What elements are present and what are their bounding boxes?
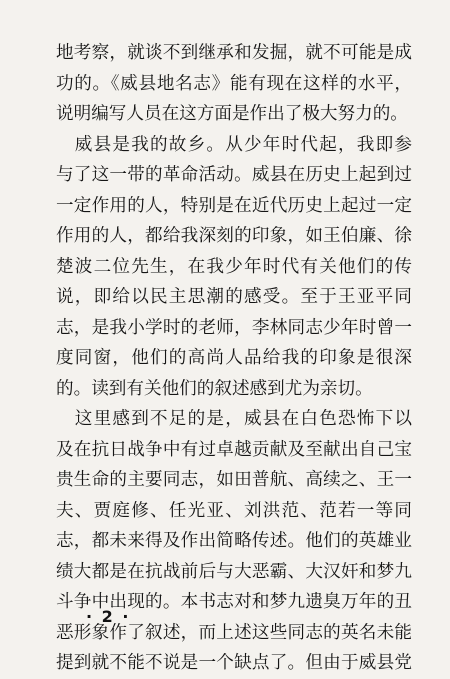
text-line: 与了这一带的革命活动。威县在历史上起到过 <box>56 165 412 185</box>
text-line: 志，是我小学时的老师，李林同志少年时曾一 <box>56 317 412 338</box>
text-line: 一定作用的人，特别是在近代历史上起过一定 <box>56 195 412 216</box>
text-line: 绩大都是在抗战前后与大恶霸、大汉奸和梦九 <box>56 561 412 582</box>
body-text <box>56 38 412 679</box>
text-line: 地考察，就谈不到继承和发掘，就不可能是成 <box>56 43 412 63</box>
text-line: 的。读到有关他们的叙述感到尤为亲切。 <box>56 378 373 399</box>
page-number: · 2 · <box>86 607 131 626</box>
text-line: 夫、贾庭修、任光亚、刘洪范、范若一等同 <box>56 500 412 521</box>
text-line: 提到就不能不说是一个缺点了。但由于威县党 <box>56 653 412 673</box>
text-line: 功的。《威县地名志》能有现在这样的水平， <box>56 73 412 94</box>
text-line: 志，都未来得及作出简略传述。他们的英雄业 <box>56 531 412 551</box>
text-line: 斗争中出现的。本书志对和梦九遗臭万年的丑 <box>56 592 412 612</box>
text-line: 说明编写人员在这方面是作出了极大努力的。 <box>56 104 408 124</box>
text-line: 说，即给以民主思潮的感受。至于王亚平同 <box>56 287 412 307</box>
text-line: 这里感到不足的是，威县在白色恐怖下以 <box>56 409 412 429</box>
text-line: 威县是我的故乡。从少年时代起，我即参 <box>56 134 412 155</box>
text-line: 及在抗日战争中有过卓越贡献及至献出自己宝 <box>56 439 412 460</box>
text-line: 恶形象作了叙述，而上述这些同志的英名未能 <box>56 622 412 643</box>
text-line: 楚波二位先生，在我少年时代有关他们的传 <box>56 256 412 277</box>
text-line: 度同窗，他们的高尚人品给我的印象是很深 <box>56 348 412 368</box>
text-line: 作用的人，都给我深刻的印象，如王伯廉、徐 <box>56 226 412 246</box>
text-line: 贵生命的主要同志，如田普航、高续之、王一 <box>56 470 412 490</box>
